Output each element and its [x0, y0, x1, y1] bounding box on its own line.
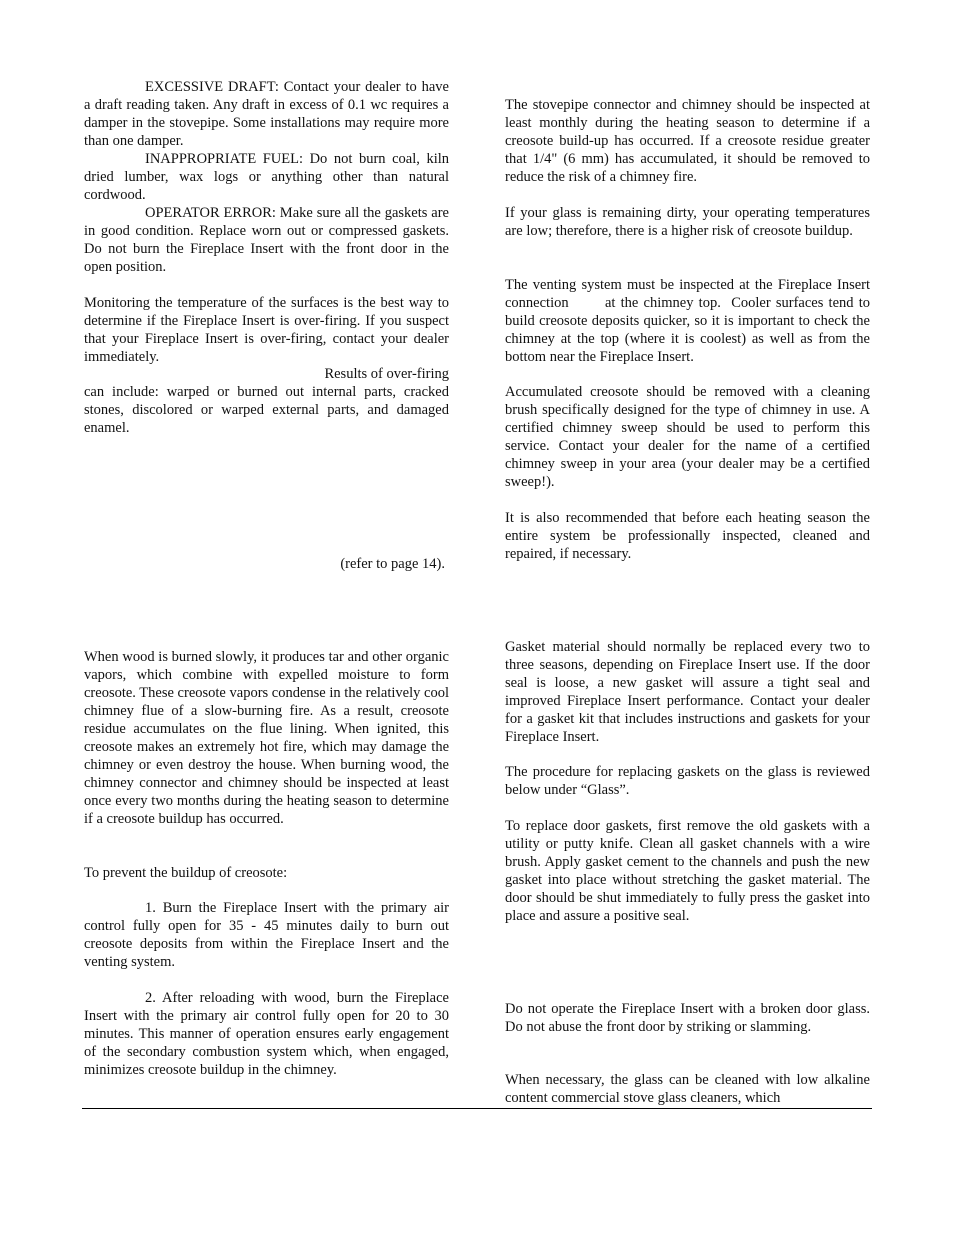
- monitoring-paragraph: Monitoring the temperature of the surfaces is the best way to determine if the Fireplace Insert is over-firing. If you suspect that your Fireplace Insert is over-firing, contact your dealer immediately.: [84, 295, 449, 365]
- prevent-creosote-lead: To prevent the buildup of creosote:: [84, 865, 288, 881]
- glass-dirty-paragraph: If your glass is remaining dirty, your operating temperatures are low; therefore, there is a higher risk of creosote buildup.: [505, 205, 870, 239]
- creosote-intro-paragraph: When wood is burned slowly, it produces tar and other organic vapors, which combine with expelled moisture to form creosote. These creosote vapors condense in the relatively cool chimney flue of a slow-burning fire. As a result, creosote residue accumulates on the flue lining. When ignited, this creosote makes an extremely hot fire, which may damage the chimney or even destroy the house. When burning wood, the chimney connector and chimney should be inspected at least once every two months during the heating season to determine if a creosote buildup has occurred.: [84, 649, 449, 827]
- venting-paragraph: The venting system must be inspected at the Fireplace Insert connection at the chimney top. Cooler surfaces tend to build creosote deposits quicker, so it is important to check the chimney at the top (where it is coolest) as well as from the bottom near the Fireplace Insert.: [505, 277, 874, 365]
- do-not-operate-paragraph: Do not operate the Fireplace Insert with a broken door glass. Do not abuse the front door by striking or slamming.: [505, 1001, 870, 1035]
- step-1-paragraph: 1. Burn the Fireplace Insert with the primary air control fully open for 35 - 45 minutes daily to burn out creosote deposits from within the Fireplace Insert and the venting system.: [84, 900, 449, 970]
- procedure-paragraph: The procedure for replacing gaskets on the glass is reviewed below under “Glass”.: [505, 764, 870, 798]
- page-bottom-rule: [82, 1108, 872, 1109]
- stovepipe-paragraph: The stovepipe connector and chimney should be inspected at least monthly during the heating season to determine if a creosote build-up has occurred. If a creosote residue greater that 1/4" (6 mm) has accumulated, it should be removed to reduce the risk of a chimney fire.: [505, 97, 870, 185]
- gasket-material-paragraph: Gasket material should normally be replaced every two to three seasons, depending on Fireplace Insert use. If the door seal is loose, a new gasket will assure a tight seal and improved Fireplace Insert performance. Contact your dealer for a gasket kit that includes instructions and gaskets for your Fireplace Insert.: [505, 639, 870, 745]
- refer-note: (refer to page 14).: [340, 556, 445, 572]
- replace-door-gaskets-paragraph: To replace door gaskets, first remove the old gaskets with a utility or putty knife. Clean all gasket channels with a wire brush. Apply gasket cement to the channels and push the new gasket into place without stretching the gasket material. The door should be shut immediately to fully press the gasket into place and assure a positive seal.: [505, 818, 870, 924]
- operator-error-paragraph: OPERATOR ERROR: Make sure all the gaskets are in good condition. Replace worn out or compressed gaskets. Do not burn the Fireplace Insert with the front door in the open position.: [84, 205, 449, 275]
- inappropriate-fuel-paragraph: INAPPROPRIATE FUEL: Do not burn coal, kiln dried lumber, wax logs or anything other than natural cordwood.: [84, 151, 449, 203]
- step-2-paragraph: 2. After reloading with wood, burn the Fireplace Insert with the primary air control fully open for 20 to 30 minutes. This manner of operation ensures early engagement of the secondary combustion system which, when engaged, minimizes creosote buildup in the chimney.: [84, 990, 449, 1078]
- results-lead-line: Results of over-firing: [324, 366, 449, 382]
- excessive-draft-paragraph: EXCESSIVE DRAFT: Contact your dealer to have a draft reading taken. Any draft in excess of 0.1 wc requires a damper in the stovepipe. Some installations may require more than one damper.: [84, 79, 449, 149]
- accumulated-creosote-paragraph: Accumulated creosote should be removed with a cleaning brush specifically designed for the type of chimney in use. A certified chimney sweep should be used to perform this service. Contact your dealer for the name of a certified chimney sweep in your area (your dealer may be a certified sweep!).: [505, 384, 870, 490]
- results-paragraph: can include: warped or burned out internal parts, cracked stones, discolored or warped external parts, and damaged enamel.: [84, 384, 449, 436]
- recommended-paragraph: It is also recommended that before each heating season the entire system be professionally inspected, cleaned and repaired, if necessary.: [505, 510, 870, 562]
- glass-cleaning-paragraph: When necessary, the glass can be cleaned with low alkaline content commercial stove glass cleaners, which: [505, 1072, 870, 1106]
